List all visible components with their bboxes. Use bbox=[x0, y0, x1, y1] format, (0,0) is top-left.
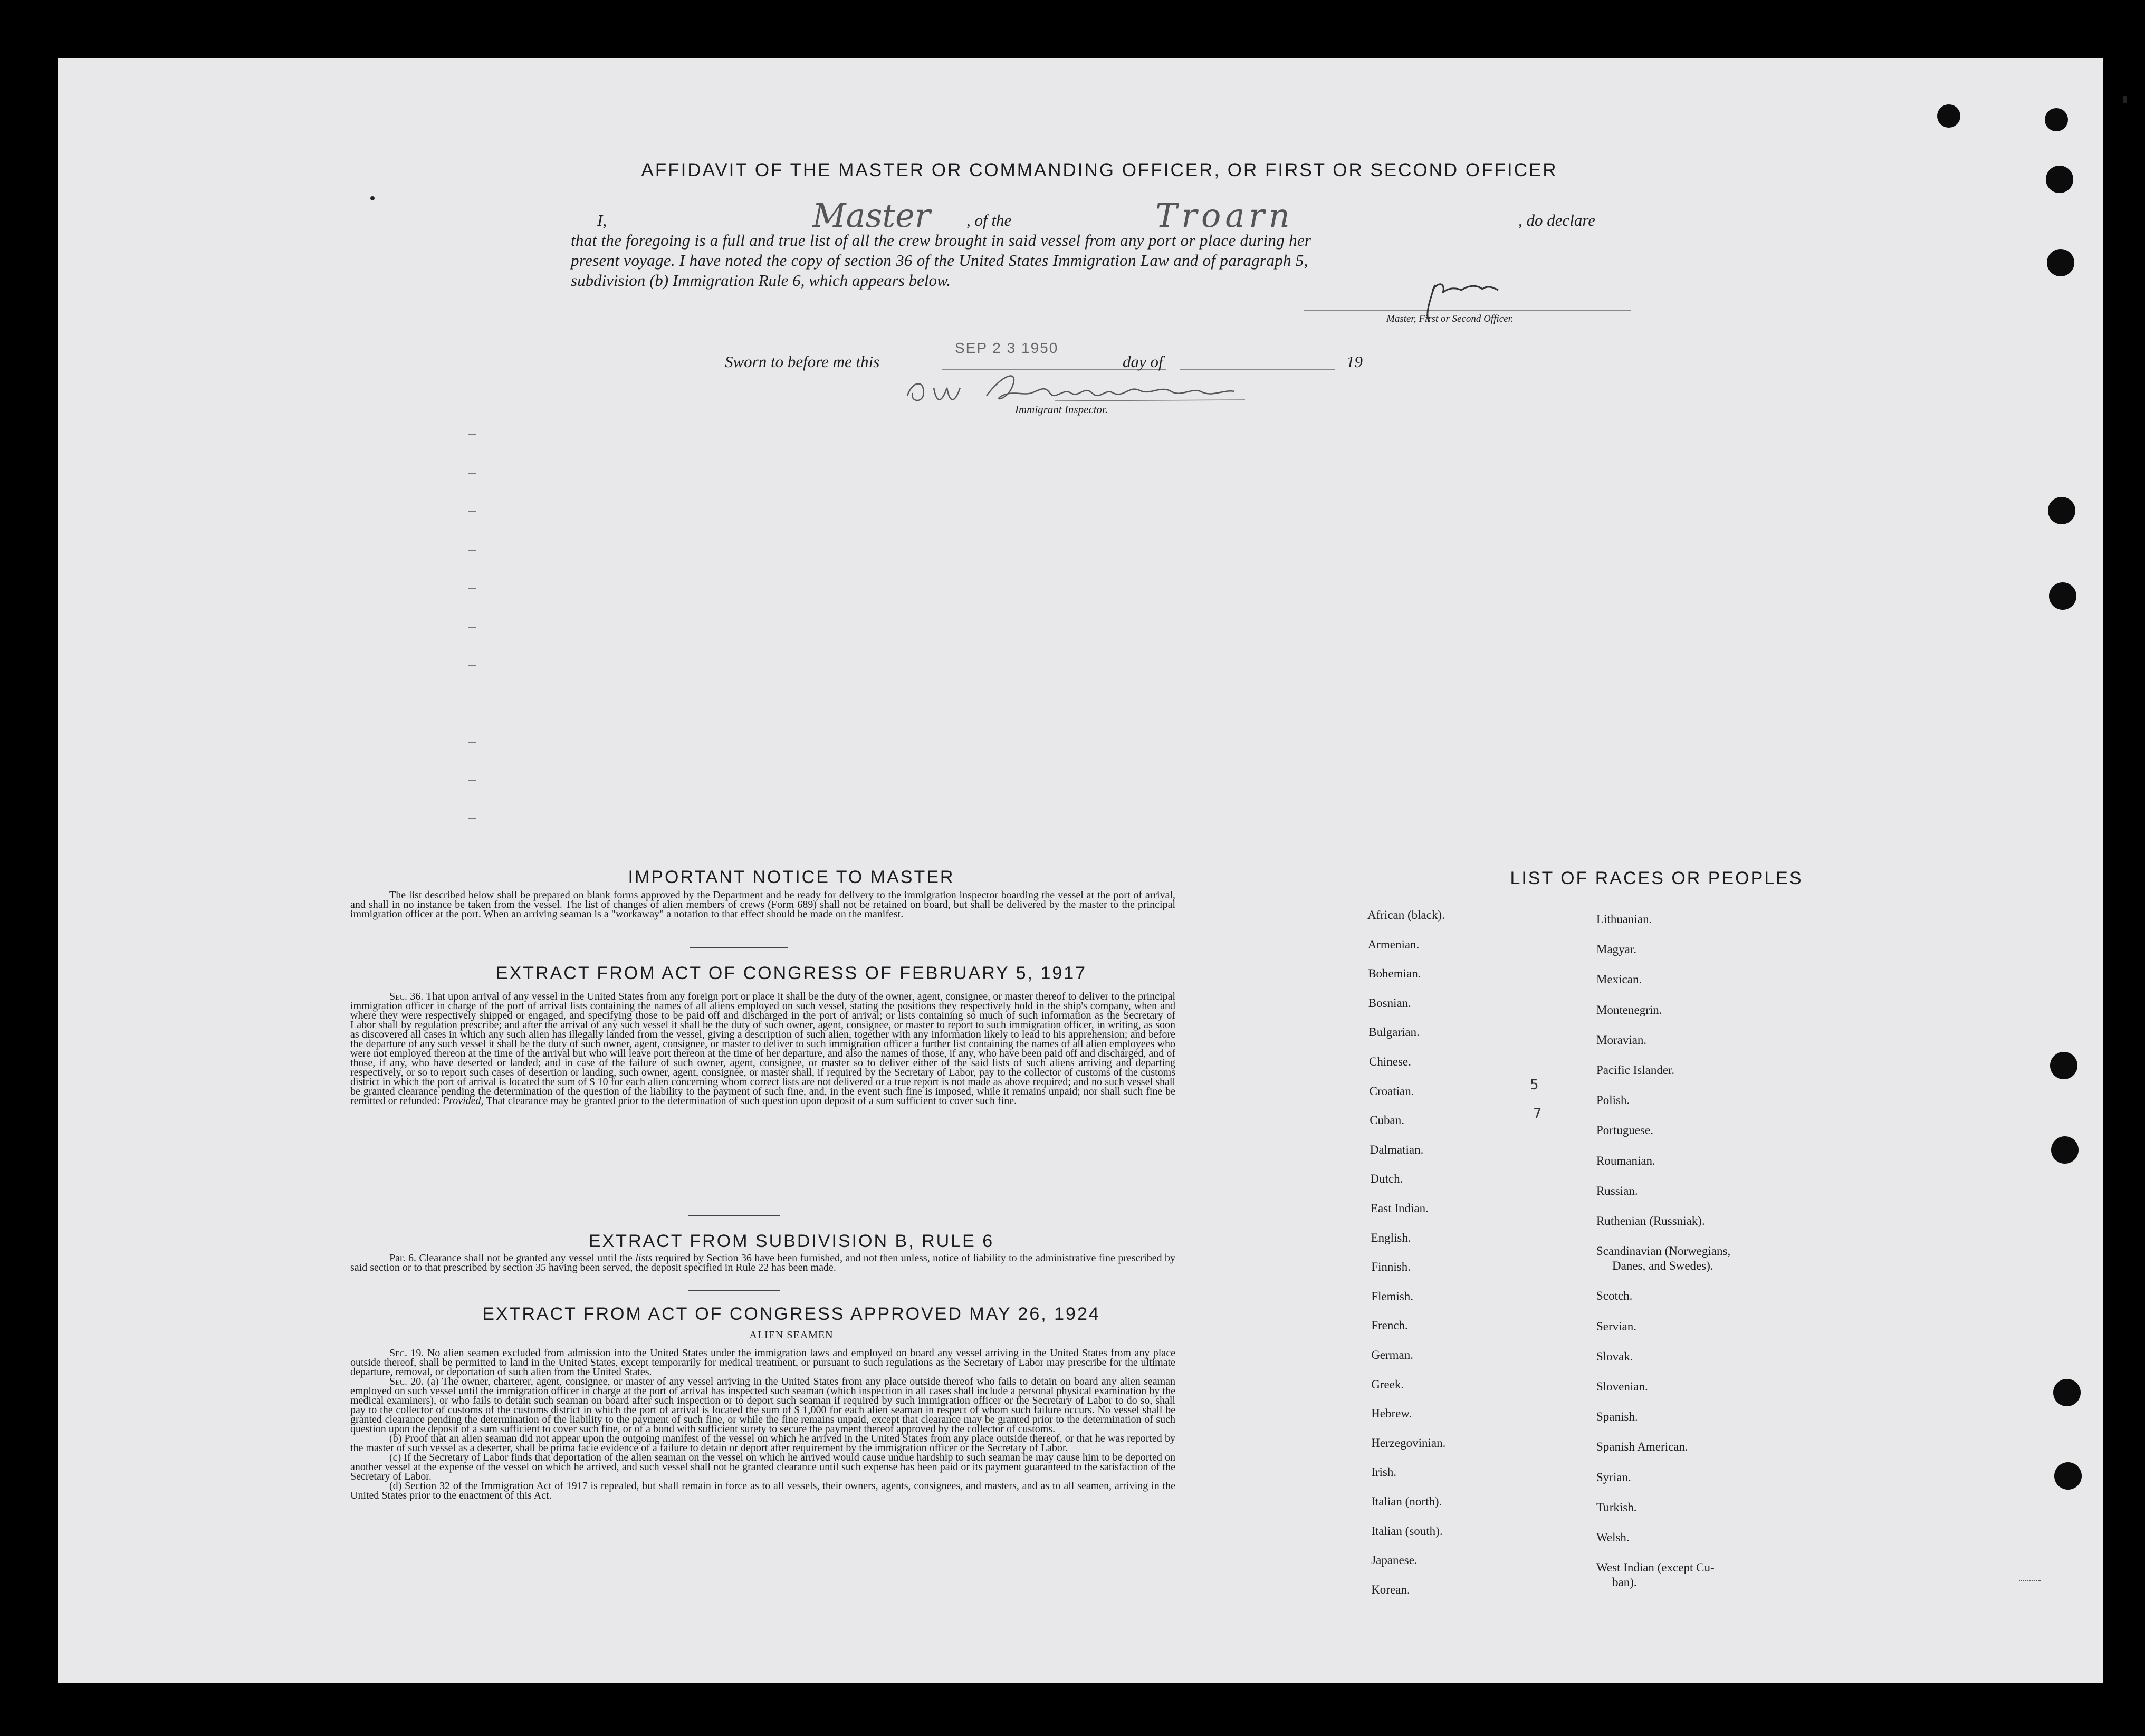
extract-1924-title: EXTRACT FROM ACT OF CONGRESS APPROVED MAY 26, 1924 bbox=[482, 1304, 1100, 1324]
race-item: Pacific Islander. bbox=[1596, 1063, 1675, 1077]
race-item: Irish. bbox=[1371, 1465, 1397, 1479]
race-item: Polish. bbox=[1596, 1094, 1630, 1107]
day-of-text: day of bbox=[1123, 352, 1163, 371]
affidavit-title: AFFIDAVIT OF THE MASTER OR COMMANDING OFFICER, OR FIRST OR SECOND OFFICER bbox=[641, 160, 1558, 180]
race-item: Italian (north). bbox=[1371, 1495, 1442, 1508]
extract-1917-body bbox=[350, 992, 1175, 1106]
race-item: Chinese. bbox=[1369, 1055, 1411, 1068]
race-item: Roumanian. bbox=[1596, 1154, 1655, 1167]
affidavit-body-line2: that the foregoing is a full and true list of all the crew brought in said vessel from any port or place during her bbox=[571, 231, 1311, 250]
affidavit-body-line3: present voyage. I have noted the copy of section 36 of the United States Immigration Law and of paragraph 5, bbox=[571, 251, 1308, 270]
extract-1924-body bbox=[350, 1348, 1175, 1500]
race-item: Japanese. bbox=[1371, 1553, 1418, 1567]
race-item: Mexican. bbox=[1596, 973, 1642, 986]
rank-handwritten: Master bbox=[812, 196, 931, 235]
race-item: Spanish. bbox=[1596, 1410, 1638, 1424]
margin-tick bbox=[468, 588, 476, 589]
punch-hole-4 bbox=[2047, 249, 2074, 276]
sec20-label: Sec. 20. bbox=[389, 1376, 424, 1387]
race-item: Hebrew. bbox=[1371, 1407, 1412, 1421]
extract-1917-divider bbox=[688, 1215, 780, 1216]
sec19-label: Sec. 19. bbox=[389, 1347, 424, 1359]
race-item: East Indian. bbox=[1371, 1202, 1429, 1215]
race-item: Servian. bbox=[1596, 1319, 1637, 1333]
rule6-text-b: required by Section 36 have been furnished, and not then unless, notice of liability to the administrative fine prescribed by said section or to that prescribed by section 35 having been served, the deposit specified in Rule 22 has been made. bbox=[350, 1252, 1176, 1273]
race-item: Slovak. bbox=[1596, 1349, 1633, 1363]
punch-hole-1 bbox=[1937, 104, 1960, 128]
punch-hole-2 bbox=[2045, 108, 2068, 131]
extract-1917-title: EXTRACT FROM ACT OF CONGRESS OF FEBRUARY 5, 1917 bbox=[495, 963, 1087, 983]
margin-tick bbox=[468, 511, 476, 512]
race-item: Croatian. bbox=[1369, 1084, 1414, 1098]
race-item: Cuban. bbox=[1370, 1114, 1404, 1127]
race-item: German. bbox=[1371, 1348, 1414, 1361]
punch-hole-9 bbox=[2053, 1379, 2081, 1406]
extract-1917-text: That upon arrival of any vessel in the United States from any foreign port or place it shall be the duty of the owner, agent, consignee, or master thereof to deliver to the principal immigration officer in charge of the port of arrival lists containing the names of all aliens employed on such vessel, stating the positions they respectively hold in the ship's company, when and where they were respectively shipped or engaged, and specifying those to be paid off and discharged in the port of arrival; or lists containing so much of such information as the Secretary of Labor shall by regulation prescribe; and after the arrival of any such vessel it shall be the duty of such owner, agent, consignee, or master to report to such immigration officer, in writing, as soon as discovered all cases in which any such alien has illegally landed from the vessel, giving a description of such alien, together with any information likely to lead to his apprehension; and before the departure of any such vessel it shall be the duty of such owner, agent, consignee, or master to deliver to such immigration officer a further list containing the names of all alien employees who were not employed thereon at the time of the arrival but who will leave port thereon at the time of her departure, and also the names of those, if any, who have been paid off and discharged, and of those, if any, who have deserted or landed; and in case of the failure of such owner, agent, consignee, or master so to deliver either of the said lists of such aliens arriving and departing respectively, or so to report such cases of desertion or landing, such owner, agent, consignee, or master shall, if required by the Secretary of Labor, pay to the collector of customs of the customs district in which the port of arrival is located the sum of $ 10 for each alien concerning whom correct lists are not delivered or a true report is not made as above required; and no such vessel shall be granted clearance pending the determination of the question of the liability to the payment of such fine, and, in the event such fine is imposed, while it remains unpaid; nor shall such fine be remitted or refunded: bbox=[350, 991, 1175, 1107]
rule6-body bbox=[350, 1253, 1175, 1272]
margin-dot bbox=[370, 196, 375, 200]
race-item: Bulgarian. bbox=[1368, 1025, 1420, 1039]
extract-1917-sec-label: Sec. 36. bbox=[389, 991, 424, 1002]
notice-divider bbox=[690, 947, 788, 948]
punch-hole-6 bbox=[2049, 582, 2076, 610]
race-item: Herzegovinian. bbox=[1371, 1436, 1446, 1450]
officer-caption: Master, First or Second Officer. bbox=[1386, 313, 1514, 324]
race-item: Italian (south). bbox=[1371, 1524, 1443, 1538]
race-item: ban). bbox=[1612, 1576, 1637, 1589]
sworn-text: Sworn to before me this bbox=[725, 352, 880, 371]
race-item: Flemish. bbox=[1371, 1289, 1414, 1303]
notice-title: IMPORTANT NOTICE TO MASTER bbox=[628, 867, 955, 887]
race-item: West Indian (except Cu- bbox=[1596, 1561, 1715, 1575]
extract-1917-proviso-text: That clearance may be granted prior to the determination of such question upon deposit of a sum sufficient to cover such fine. bbox=[486, 1095, 1017, 1107]
vessel-handwritten: Troarn bbox=[1155, 196, 1294, 235]
sec20b-paragraph: (b) Proof that an alien seaman did not appear upon the outgoing manifest of the vessel on which he arrived in the United States from any place outside thereof, or that he was reported by the master of such vessel as a deserter, shall be prima facie evidence of a failure to detain or deport after requirement by the immigration officer or the Secretary of Labor. bbox=[350, 1433, 1175, 1454]
race-item: Syrian. bbox=[1596, 1470, 1631, 1484]
margin-tick bbox=[468, 627, 476, 628]
sec19-paragraph bbox=[350, 1348, 1175, 1377]
sec20a-paragraph bbox=[350, 1377, 1175, 1434]
race-item: Armenian. bbox=[1367, 937, 1420, 951]
races-title: LIST OF RACES OR PEOPLES bbox=[1510, 868, 1803, 888]
race-item: Spanish American. bbox=[1596, 1440, 1688, 1454]
annotation-mark: 7 bbox=[1533, 1106, 1542, 1121]
race-item: Slovenian. bbox=[1596, 1380, 1648, 1393]
margin-mark bbox=[2019, 1580, 2041, 1584]
margin-tick bbox=[468, 550, 476, 551]
race-item: Turkish. bbox=[1596, 1500, 1637, 1514]
margin-tick bbox=[468, 434, 476, 435]
race-item: Portuguese. bbox=[1596, 1124, 1653, 1137]
sec20a-text: (a) The owner, charterer, agent, consignee, or master of any vessel arriving in the United States from any place outside thereof who fails to detain on board any alien seaman employed on such vessel until the immigration officer in charge at the port of arrival has inspected such seaman (which inspection in all cases shall include a personal physical examination by the medical examiners), or who fails to detain such seaman on board after such inspection or to deport such seaman if required by such immigration officer or the Secretary of Labor to do so, shall pay to the collector of customs of the customs district in which the port of arrival is located the sum of $ 1,000 for each alien seaman in respect of whom such failure occurs. No vessel shall be granted clearance pending the determination of the liability to the payment of such fine, or while the fine remains unpaid, except that clearance may be granted prior to the determination of such question upon the deposit of a sum sufficient to cover such fine, or of a bond with sufficient surety to secure the payment thereof approved by the collector of customs. bbox=[350, 1376, 1175, 1435]
race-item: Montenegrin. bbox=[1596, 1003, 1662, 1016]
rule6-divider bbox=[688, 1290, 780, 1291]
punch-hole-5 bbox=[2048, 497, 2075, 524]
sec19-text: No alien seamen excluded from admission into the United States under the immigration laws and employed on board any vessel arriving in the United States from any place outside thereof, shall be permitted to land in the United States, except temporarily for medical treatment, or pursuant to such regulations as the Secretary of Labor may prescribe for the ultimate departure, removal, or deportation of such alien from the United States. bbox=[350, 1347, 1175, 1378]
punch-hole-3 bbox=[2046, 166, 2073, 193]
rule6-text-lists: lists bbox=[635, 1252, 653, 1264]
race-item: Magyar. bbox=[1596, 943, 1637, 956]
race-item: Dalmatian. bbox=[1370, 1143, 1424, 1156]
affidavit-line1-i: I, bbox=[597, 211, 607, 229]
margin-tick bbox=[468, 665, 476, 666]
race-item: English. bbox=[1371, 1231, 1411, 1244]
margin-tick bbox=[468, 473, 476, 474]
race-item: Scotch. bbox=[1596, 1289, 1633, 1303]
race-item: Danes, and Swedes). bbox=[1612, 1259, 1713, 1273]
sec20d-paragraph: (d) Section 32 of the Immigration Act of 1917 is repealed, but shall remain in force as to all vessels, their owners, agents, consignees, and masters, and as to all seamen, arriving in the United States prior to the enactment of this Act. bbox=[350, 1480, 1175, 1501]
race-item: Welsh. bbox=[1596, 1531, 1630, 1544]
race-item: Moravian. bbox=[1596, 1033, 1647, 1047]
rule6-par-label: Par. 6. bbox=[389, 1252, 416, 1264]
extract-1924-subtitle: ALIEN SEAMEN bbox=[749, 1329, 834, 1341]
margin-dot bbox=[2123, 96, 2127, 103]
margin-tick bbox=[468, 742, 476, 743]
rule6-title: EXTRACT FROM SUBDIVISION B, RULE 6 bbox=[588, 1231, 994, 1251]
inspector-caption: Immigrant Inspector. bbox=[1015, 403, 1108, 416]
annotation-mark: 5 bbox=[1530, 1077, 1539, 1093]
affidavit-line1-of-the: , of the bbox=[966, 211, 1012, 229]
race-item: Bosnian. bbox=[1368, 996, 1411, 1010]
punch-hole-10 bbox=[2054, 1462, 2082, 1490]
race-item: French. bbox=[1371, 1319, 1408, 1332]
race-item: Korean. bbox=[1371, 1582, 1410, 1596]
punch-hole-8 bbox=[2051, 1136, 2079, 1164]
document-page bbox=[58, 58, 2103, 1683]
race-item: Lithuanian. bbox=[1596, 913, 1652, 926]
race-item: African (black). bbox=[1367, 908, 1445, 922]
margin-tick bbox=[468, 780, 476, 781]
race-item: Bohemian. bbox=[1368, 967, 1421, 981]
affidavit-body-line4: subdivision (b) Immigration Rule 6, which appears below. bbox=[571, 271, 951, 290]
race-item: Scandinavian (Norwegians, bbox=[1596, 1244, 1731, 1258]
margin-tick bbox=[468, 818, 476, 819]
race-item: Finnish. bbox=[1371, 1260, 1411, 1274]
race-item: Ruthenian (Russniak). bbox=[1596, 1214, 1705, 1227]
sec20c-paragraph: (c) If the Secretary of Labor finds that deportation of the alien seaman on the vessel on which he arrived would cause undue hardship to such seaman he may cause him to be deported on another vessel at the expense of the vessel on which he arrived, and such vessel shall not be granted clearance until such expense has been paid or its payment guaranteed to the satisfaction of the Secretary of Labor. bbox=[350, 1452, 1175, 1482]
rule6-text-a: Clearance shall not be granted any vessel until the bbox=[419, 1252, 633, 1264]
race-item: Russian. bbox=[1596, 1184, 1638, 1197]
year-prefix: 19 bbox=[1346, 352, 1363, 371]
race-item: Dutch. bbox=[1370, 1172, 1403, 1186]
punch-hole-7 bbox=[2050, 1052, 2077, 1079]
date-stamp: SEP 2 3 1950 bbox=[955, 340, 1059, 356]
affidavit-line1-declare: , do declare bbox=[1518, 211, 1596, 229]
race-item: Greek. bbox=[1371, 1377, 1404, 1391]
extract-1917-proviso-label: Provided, bbox=[442, 1095, 484, 1107]
notice-body: The list described below shall be prepared on blank forms approved by the Department and be ready for delivery to the immigration inspector boarding the vessel at the port of arrival, and shall in no instance be taken from the vessel. The list of changes of alien members of crews (Form 689) shall not be retained on board, but shall be delivered by the master to the principal immigration officer at the port. When an arriving seaman is a "workaway" a notation to that effect should be made on the manifest. bbox=[350, 889, 1175, 920]
